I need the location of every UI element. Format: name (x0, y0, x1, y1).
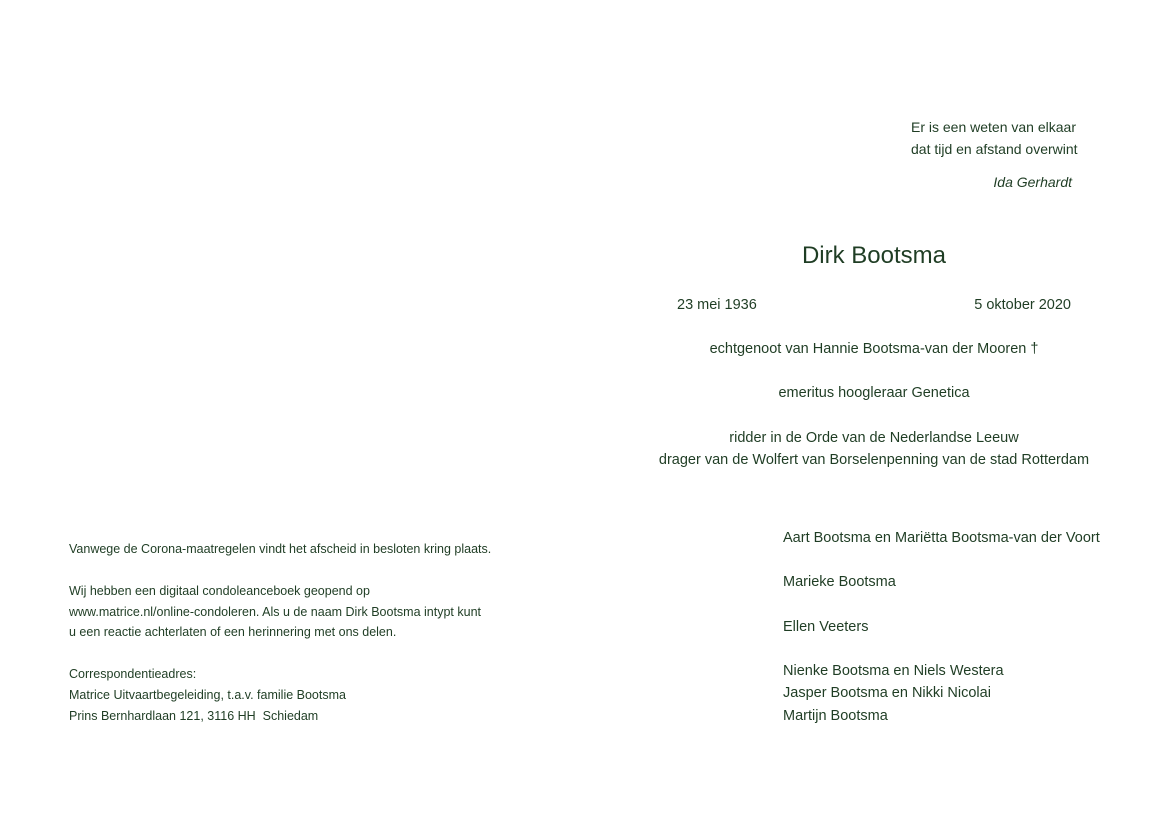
condolence-line-2: www.matrice.nl/online-condoleren. Als u de naam Dirk Bootsma intypt kunt (69, 605, 481, 619)
death-date: 5 oktober 2020 (974, 297, 1071, 313)
condolence-line-3: u een reactie achterlaten of een herinnering met ons delen. (69, 625, 397, 639)
family-member: Ellen Veeters (783, 619, 869, 635)
honor-line-2: drager van de Wolfert van Borselenpenning van de stad Rotterdam (658, 452, 1090, 468)
family-member: Aart Bootsma en Mariëtta Bootsma-van der Voort (783, 530, 1100, 546)
family-member: Martijn Bootsma (783, 708, 888, 724)
correspondence-line-1: Matrice Uitvaartbegeleiding, t.a.v. familie Bootsma (69, 688, 346, 702)
poem-line-2: dat tijd en afstand overwint (911, 141, 1078, 157)
family-member: Jasper Bootsma en Nikki Nicolai (783, 685, 991, 701)
correspondence-label: Correspondentieadres: (69, 667, 197, 681)
corona-notice: Vanwege de Corona-maatregelen vindt het afscheid in besloten kring plaats. (69, 542, 492, 556)
spouse-line: echtgenoot van Hannie Bootsma-van der Mooren † (709, 341, 1039, 357)
correspondence-line-2: Prins Bernhardlaan 121, 3116 HH Schiedam (69, 709, 319, 723)
poem-author: Ida Gerhardt (993, 174, 1072, 190)
family-member: Marieke Bootsma (783, 574, 896, 590)
family-member: Nienke Bootsma en Niels Westera (783, 663, 1004, 679)
title-line: emeritus hoogleraar Genetica (778, 385, 970, 401)
condolence-line-1: Wij hebben een digitaal condoleanceboek geopend op (69, 584, 370, 598)
honor-line-1: ridder in de Orde van de Nederlandse Leeuw (729, 430, 1019, 446)
poem-line-1: Er is een weten van elkaar (911, 119, 1076, 135)
deceased-name: Dirk Bootsma (801, 242, 947, 269)
birth-date: 23 mei 1936 (677, 297, 757, 313)
